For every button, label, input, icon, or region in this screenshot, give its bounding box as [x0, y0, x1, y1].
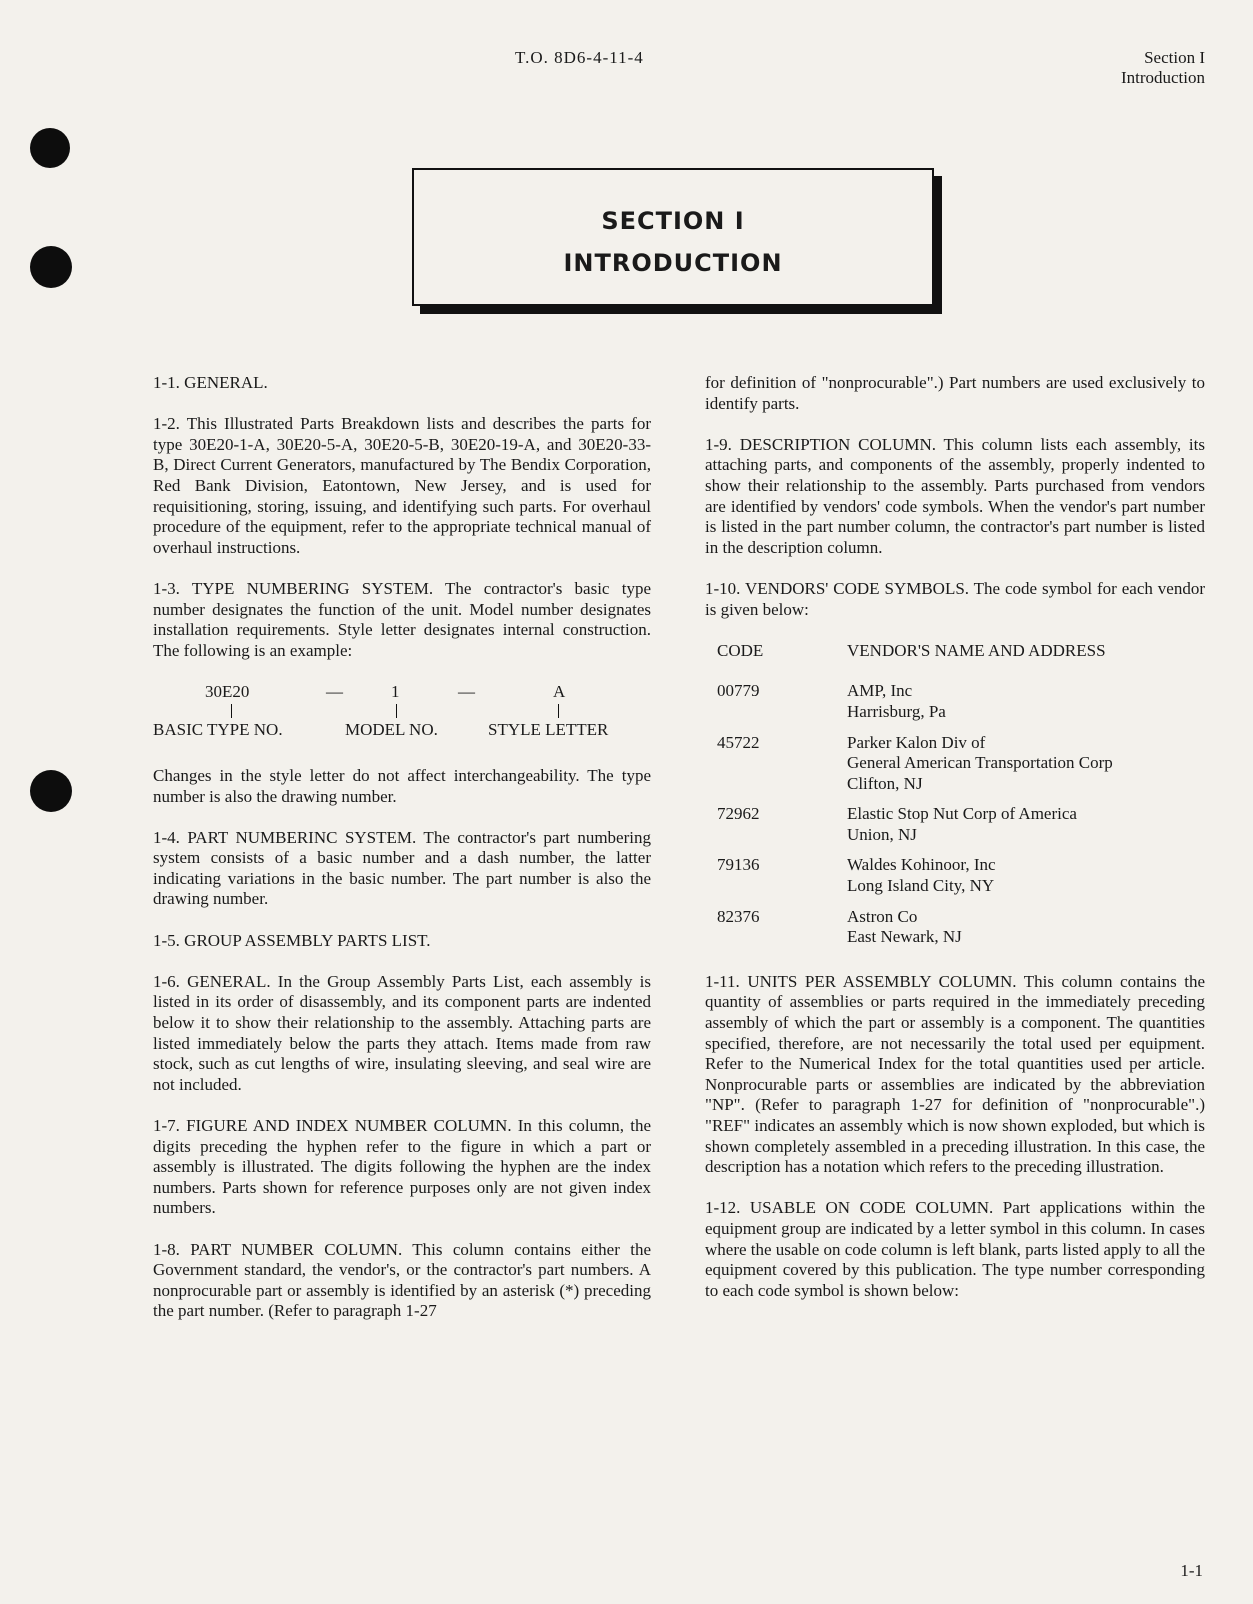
- vendor-line: Union, NJ: [847, 824, 917, 844]
- paragraph-1-10: 1-10. VENDORS' CODE SYMBOLS. The code symbol for each vendor is given below:: [705, 578, 1205, 619]
- vendor-code-table: [705, 641, 1205, 958]
- vendor-line: Clifton, NJ: [847, 773, 923, 793]
- running-header: [1121, 48, 1205, 88]
- label-basic-type: BASIC TYPE NO.: [153, 719, 283, 739]
- paragraph-1-5: 1-5. GROUP ASSEMBLY PARTS LIST.: [153, 930, 431, 950]
- paragraph-continued: for definition of "nonprocurable".) Part numbers are used exclusively to identify parts.: [705, 373, 1205, 413]
- vendor-name-address: [847, 804, 1205, 855]
- vendor-code: 79136: [717, 855, 760, 875]
- label-style: STYLE LETTER: [488, 719, 609, 739]
- vendor-code: 82376: [717, 906, 760, 926]
- paragraph-1-3: 1-3. TYPE NUMBERING SYSTEM. The contractor's basic type number designates the function of the unit. Model number designates installation requirements. Style letter designates internal construction. The following is an example:: [153, 578, 651, 660]
- vendor-line: Waldes Kohinoor, Inc: [847, 855, 996, 875]
- vendor-code: 45722: [717, 732, 760, 752]
- vendor-code: 72962: [717, 804, 760, 824]
- paragraph-1-4: 1-4. PART NUMBERINC SYSTEM. The contractor's part numbering system consists of a basic number and a dash number, the latter indicating variations in the basic number. The part number is also the drawing number.: [153, 827, 651, 909]
- section-title-box: [412, 168, 934, 306]
- paragraph-1-8: 1-8. PART NUMBER COLUMN. This column contains either the Government standard, the vendor's, or the contractor's part numbers. A nonprocurable part or assembly is identified by an asterisk (*) preceding the part number. (Refer to paragraph 1-27: [153, 1239, 651, 1321]
- vendor-row: [705, 855, 1205, 906]
- example-dash: —: [458, 681, 475, 701]
- document-number: T.O. 8D6-4-11-4: [515, 48, 644, 67]
- paragraph-1-12: 1-12. USABLE ON CODE COLUMN. Part applications within the equipment group are indicated by a letter symbol in this column. In cases where the usable on code column is left blank, parts listed apply to all the equipment covered by this publication. The type number corresponding to each code symbol is shown below:: [705, 1198, 1205, 1300]
- paragraph-1-11: 1-11. UNITS PER ASSEMBLY COLUMN. This column contains the quantity of assemblies or parts required in the immediately preceding assembly of which the part or assembly is a component. The quantities specified, therefore, are not necessarily the total used per equipment. Refer to the Numerical Index for the total quantities used per article. Nonprocurable parts or assemblies are indicated by the abbreviation "NP". (Refer to paragraph 1-27 for definition of "nonprocurable".) "REF" indicates an assembly which is now shown exploded, but which is shown completely assembled in a preceding illustration. In this case, the description has a notation which refers to the preceding illustration.: [705, 971, 1205, 1177]
- example-dash: —: [326, 681, 343, 701]
- vendor-line: AMP, Inc: [847, 681, 913, 701]
- page-number: 1-1: [1180, 1561, 1203, 1580]
- punch-hole: [30, 128, 70, 168]
- punch-hole: [30, 246, 72, 288]
- paragraph-1-6: 1-6. GENERAL. In the Group Assembly Parts List, each assembly is listed in its order of disassembly, and its component parts are indented below it to show their relationship to the assembly. Attaching parts are listed immediately below the parts they attach. Items made from raw stock, such as cut lengths of wire, insulating sleeving, and seal wire are not included.: [153, 971, 651, 1094]
- vendor-row: [705, 804, 1205, 855]
- label-model: MODEL NO.: [345, 719, 438, 739]
- vendor-line: General American Transportation Corp: [847, 753, 1113, 773]
- vendor-line: Harrisburg, Pa: [847, 701, 946, 721]
- header-vendor: VENDOR'S NAME AND ADDRESS: [847, 640, 1106, 660]
- paragraph-1-9: 1-9. DESCRIPTION COLUMN. This column lists each assembly, its attaching parts, and components of the assembly, properly indented to show their relationship to the assembly. Parts purchased from vendors are identified by vendors' code symbols. When the vendor's part number is listed in the part number column, the contractor's part number is listed in the description column.: [705, 434, 1205, 557]
- vendor-line: Long Island City, NY: [847, 876, 995, 896]
- vendor-name-address: [847, 733, 1205, 805]
- paragraph-1-2: 1-2. This Illustrated Parts Breakdown lists and describes the parts for type 30E20-1-A, 30E20-5-A, 30E20-5-B, 30E20-19-A, and 30E20-33-B, Direct Current Generators, manufactured by The Bendix Corporation, Red Bank Division, Eatontown, New Jersey, and is used for requisitioning, storing, issuing, and identifying such parts. For overhaul procedure of the equipment, refer to the appropriate technical manual of overhaul instructions.: [153, 414, 651, 557]
- header-code: CODE: [717, 640, 764, 660]
- vendor-name-address: [847, 907, 1205, 958]
- paragraph-1-1: 1-1. GENERAL.: [153, 373, 268, 392]
- example-basic: 30E20: [205, 681, 250, 701]
- vendor-line: Parker Kalon Div of: [847, 732, 986, 752]
- vendor-name-address: [847, 681, 1205, 732]
- type-number-example: [153, 682, 651, 752]
- section-subheading: INTRODUCTION: [563, 249, 783, 277]
- left-column: [153, 373, 651, 1343]
- paragraph-1-7: 1-7. FIGURE AND INDEX NUMBER COLUMN. In this column, the digits preceding the hyphen refer to the figure in which a part or assembly is illustrated. The digits following the hyphen are the index numbers. Parts shown for reference purposes only are not given index numbers.: [153, 1116, 651, 1218]
- vendor-name-address: [847, 855, 1205, 906]
- paragraph-changes: Changes in the style letter do not affect interchangeability. The type number is also the drawing number.: [153, 765, 651, 806]
- section-title-label: Introduction: [1120, 68, 1205, 87]
- vendor-line: Elastic Stop Nut Corp of America: [847, 804, 1077, 824]
- vendor-row: [705, 907, 1205, 958]
- vendor-line: Astron Co: [847, 906, 918, 926]
- example-style: A: [553, 681, 566, 701]
- punch-hole: [30, 770, 72, 812]
- section-label: Section I: [1144, 48, 1205, 67]
- vendor-row: [705, 733, 1205, 805]
- right-column: [705, 373, 1205, 1322]
- section-heading: SECTION I: [601, 207, 745, 235]
- vendor-code: 00779: [717, 681, 760, 701]
- vendor-row: [705, 681, 1205, 732]
- example-model: 1: [391, 681, 400, 701]
- vendor-line: East Newark, NJ: [847, 927, 962, 947]
